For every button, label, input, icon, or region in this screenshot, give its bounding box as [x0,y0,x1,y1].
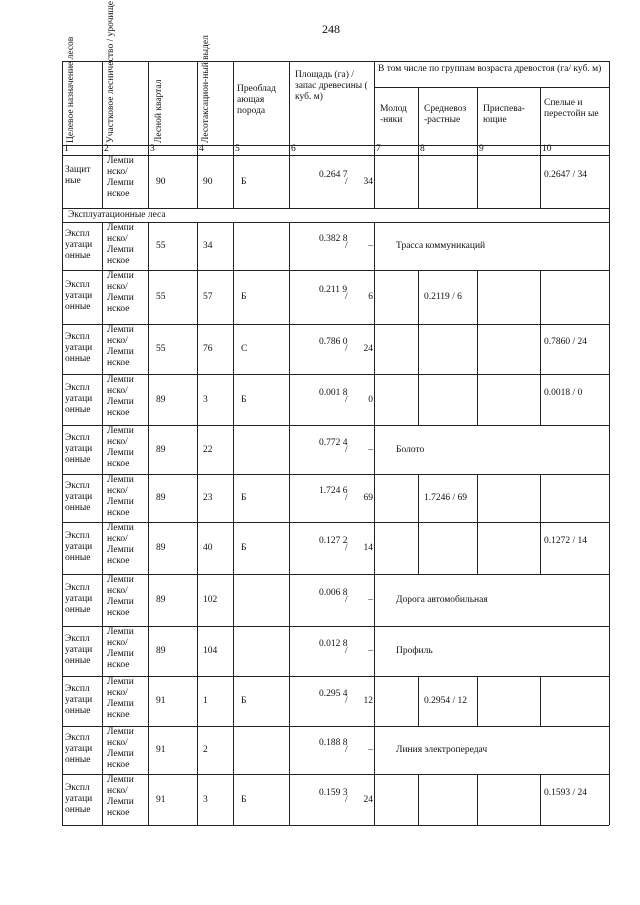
row-area: 0.264 7 [319,169,348,180]
row-area: 0.159 3 [319,787,348,798]
row-purpose: Экспл уатаци онные [65,583,93,615]
table-vline [233,155,234,208]
table-vline [197,474,198,522]
table-vline [289,270,290,324]
row-stock: 24 [363,794,373,805]
table-vline [102,676,103,726]
table-vline [148,425,149,474]
row-district: Лемпи нско/ Лемпи нское [107,271,134,314]
page-number: 248 [322,22,340,36]
row-species: Б [241,696,247,706]
table-vline [233,425,234,474]
table-vline [289,626,290,676]
row-mature: 0.2647 / 34 [544,169,588,180]
header-col1: Целевое назначение лесов [66,36,76,143]
row-purpose: Экспл уатаци онные [65,280,93,312]
row-note: Профиль [396,646,433,656]
row-note: Трасса коммуникаций [396,241,486,251]
header-col10: Спелые и перестойн ые [544,98,599,119]
row-purpose: Экспл уатаци онные [65,531,93,563]
table-vline [233,324,234,374]
table-vline [102,270,103,324]
table-vline [233,726,234,774]
row-vydel: 76 [203,344,213,354]
row-slash: / [345,292,348,302]
table-vline [418,155,419,208]
table-vline [289,574,290,626]
table-vline [289,726,290,774]
section-title: Эксплуатационные леса [68,210,166,220]
row-stock: – [368,241,373,251]
row-district: Лемпи нско/ Лемпи нское [107,475,134,518]
table-hline [62,61,609,62]
row-district: Лемпи нско/ Лемпи нское [107,775,134,818]
table-vline [197,626,198,676]
row-vydel: 3 [203,394,208,405]
table-vline [102,324,103,374]
column-number: 7 [376,144,381,154]
table-vline [374,222,375,270]
row-vydel: 40 [203,543,213,553]
row-district: Лемпи нско/ Лемпи нское [107,156,134,199]
table-vline [148,676,149,726]
row-vydel: 34 [203,241,213,251]
table-vline [102,726,103,774]
table-vline [289,474,290,522]
row-district: Лемпи нско/ Лемпи нское [107,223,134,266]
row-slash: / [345,176,348,187]
column-number: 1 [64,144,69,154]
table-vline [418,324,419,374]
row-slash: / [345,595,348,605]
row-purpose: Экспл уатаци онные [65,382,93,415]
table-vline [540,522,541,574]
header-col7: Молод -няки [380,104,407,125]
row-area: 0.188 8 [319,738,348,748]
column-number: 6 [291,144,296,154]
table-vline [540,676,541,726]
row-slash: / [345,646,348,656]
header-col6: Площадь (га) / запас древесины ( куб. м) [295,70,368,102]
table-hline [374,87,609,88]
row-district: Лемпи нско/ Лемпи нское [107,677,134,720]
table-vline [477,374,478,425]
row-quarter: 89 [156,394,166,405]
table-vline [102,374,103,425]
table-vline [540,474,541,522]
row-quarter: 55 [156,292,166,302]
row-middle: 0.2954 / 12 [424,696,468,706]
table-vline [418,87,419,155]
table-vline [374,324,375,374]
table-vline [374,270,375,324]
table-vline [102,425,103,474]
table-vline [477,155,478,208]
row-purpose: Экспл уатаци онные [65,634,93,666]
row-area: 0.001 8 [319,387,348,398]
table-vline [102,474,103,522]
table-vline [197,270,198,324]
table-vline [233,626,234,676]
row-quarter: 90 [156,176,166,187]
table-vline [197,726,198,774]
row-middle: 1.7246 / 69 [424,493,468,503]
table-vline [197,676,198,726]
row-note: Болото [396,444,425,455]
row-stock: – [368,745,373,755]
table-vline [148,774,149,825]
row-purpose: Защит ные [65,164,91,186]
row-stock: 14 [363,543,373,553]
table-vline [289,676,290,726]
header-col2: Участковое лесничество / урочище [106,1,116,143]
table-vline [540,374,541,425]
row-species: Б [241,794,247,805]
column-number: 9 [479,144,484,154]
row-species: Б [241,493,247,503]
row-purpose: Экспл уатаци онные [65,481,93,513]
row-district: Лемпи нско/ Лемпи нское [107,523,134,566]
header-col3: Лесной квартал [154,79,164,143]
row-purpose: Экспл уатаци онные [65,229,93,261]
table-vline [233,774,234,825]
table-vline [418,676,419,726]
table-vline [418,774,419,825]
table-vline [233,374,234,425]
table-vline [233,522,234,574]
row-slash: / [345,493,348,503]
table-vline [477,522,478,574]
row-note: Дорога автомобильная [396,595,488,605]
table-vline [477,774,478,825]
row-district: Лемпи нско/ Лемпи нское [107,426,134,469]
table-vline [148,222,149,270]
table-vline [289,374,290,425]
table-vline [197,61,198,155]
row-vydel: 1 [203,696,208,706]
row-slash: / [345,745,348,755]
row-note: Линия электропередач [396,745,488,755]
table-vline [418,474,419,522]
row-slash: / [345,794,348,805]
table-vline [197,324,198,374]
row-mature: 0.7860 / 24 [544,337,588,347]
header-col5: Преоблад ающая порода [237,84,276,116]
table-vline [197,155,198,208]
row-stock: 69 [363,493,373,503]
table-vline [289,222,290,270]
table-vline [197,522,198,574]
table-vline [197,774,198,825]
table-vline [374,61,375,155]
table-vline [148,726,149,774]
table-vline [233,474,234,522]
table-vline [102,774,103,825]
table-vline [197,222,198,270]
table-vline [540,270,541,324]
table-vline [374,522,375,574]
header-col4: Лесотаксацион-ный выдел [201,35,211,143]
row-stock: – [368,444,373,455]
row-species: Б [241,292,247,302]
table-vline [102,155,103,208]
row-stock: – [368,646,373,656]
row-stock: 24 [363,344,373,354]
row-species: Б [241,543,247,553]
column-number: 2 [104,144,109,154]
row-mature: 0.0018 / 0 [544,387,583,398]
row-area: 1.724 6 [319,486,348,496]
column-number: 3 [150,144,155,154]
row-quarter: 89 [156,493,166,503]
table-vline [289,774,290,825]
table-vline [148,626,149,676]
table-vline [374,626,375,676]
table-vline [233,574,234,626]
table-vline [148,474,149,522]
table-vline [148,522,149,574]
row-stock: 6 [368,292,373,302]
row-quarter: 91 [156,794,166,805]
row-district: Лемпи нско/ Лемпи нское [107,627,134,670]
table-vline [197,374,198,425]
header-col9: Приспева- ющие [483,104,525,125]
row-species: С [241,344,248,354]
column-number: 10 [542,144,552,154]
row-district: Лемпи нско/ Лемпи нское [107,575,134,618]
column-number: 8 [420,144,425,154]
table-vline [477,87,478,155]
table-vline [374,425,375,474]
table-vline [374,726,375,774]
table-vline [540,324,541,374]
row-stock: – [368,595,373,605]
row-slash: / [345,394,348,405]
table-vline [197,574,198,626]
row-area: 0.786 0 [319,337,348,347]
table-vline [374,155,375,208]
row-slash: / [345,696,348,706]
row-vydel: 57 [203,292,213,302]
table-vline [102,522,103,574]
table-vline [540,774,541,825]
row-area: 0.012 8 [319,639,348,649]
row-quarter: 91 [156,745,166,755]
table-vline [102,574,103,626]
row-vydel: 104 [203,646,218,656]
row-quarter: 91 [156,696,166,706]
row-quarter: 89 [156,444,166,455]
table-vline [374,774,375,825]
table-vline [233,61,234,155]
table-vline [102,222,103,270]
row-species: Б [241,176,247,187]
row-slash: / [345,241,348,251]
table-vline [418,374,419,425]
table-vline [374,374,375,425]
table-vline [197,425,198,474]
row-slash: / [345,344,348,354]
table-vline [289,61,290,155]
row-slash: / [345,543,348,553]
table-vline [62,61,63,825]
row-area: 0.772 4 [319,437,348,448]
table-vline [289,522,290,574]
row-vydel: 23 [203,493,213,503]
row-slash: / [345,444,348,455]
table-hline [62,825,609,826]
table-vline [233,676,234,726]
row-stock: 12 [363,696,373,706]
table-vline [233,270,234,324]
row-mature: 0.1272 / 14 [544,536,588,546]
row-vydel: 22 [203,444,213,455]
column-number: 5 [235,144,240,154]
table-vline [289,425,290,474]
table-vline [148,270,149,324]
table-vline [102,61,103,155]
table-vline [418,522,419,574]
row-vydel: 2 [203,745,208,755]
row-purpose: Экспл уатаци онные [65,684,93,716]
table-vline [148,61,149,155]
row-quarter: 89 [156,543,166,553]
table-vline [289,155,290,208]
column-number: 4 [199,144,204,154]
table-vline [609,61,610,825]
row-stock: 0 [368,394,373,405]
row-area: 0.127 2 [319,536,348,546]
table-vline [148,155,149,208]
row-vydel: 3 [203,794,208,805]
row-district: Лемпи нско/ Лемпи нское [107,375,134,418]
table-vline [418,270,419,324]
row-purpose: Экспл уатаци онные [65,432,93,465]
table-vline [374,574,375,626]
row-quarter: 89 [156,646,166,656]
table-hline [62,145,609,146]
row-quarter: 55 [156,241,166,251]
row-district: Лемпи нско/ Лемпи нское [107,325,134,368]
row-stock: 34 [363,176,373,187]
row-quarter: 89 [156,595,166,605]
row-district: Лемпи нско/ Лемпи нское [107,727,134,770]
row-purpose: Экспл уатаци онные [65,733,93,765]
row-purpose: Экспл уатаци онные [65,332,93,364]
row-species: Б [241,394,247,405]
row-middle: 0.2119 / 6 [424,292,462,302]
row-quarter: 55 [156,344,166,354]
table-vline [148,324,149,374]
table-vline [374,474,375,522]
table-vline [233,222,234,270]
row-area: 0.006 8 [319,588,348,598]
table-hline [62,208,609,209]
row-purpose: Экспл уатаци онные [65,782,93,815]
table-vline [102,626,103,676]
row-area: 0.211 9 [319,285,348,295]
table-vline [540,87,541,155]
table-vline [148,374,149,425]
row-mature: 0.1593 / 24 [544,787,588,798]
table-vline [540,155,541,208]
header-col8: Средневоз -растные [424,104,467,125]
table-vline [148,574,149,626]
row-vydel: 102 [203,595,218,605]
row-vydel: 90 [203,176,213,187]
table-vline [374,676,375,726]
table-vline [289,324,290,374]
row-area: 0.295 4 [319,689,348,699]
header-group: В том числе по группам возраста древостоя (га/ куб. м) [378,64,602,74]
table-vline [477,324,478,374]
row-area: 0.382 8 [319,234,348,244]
